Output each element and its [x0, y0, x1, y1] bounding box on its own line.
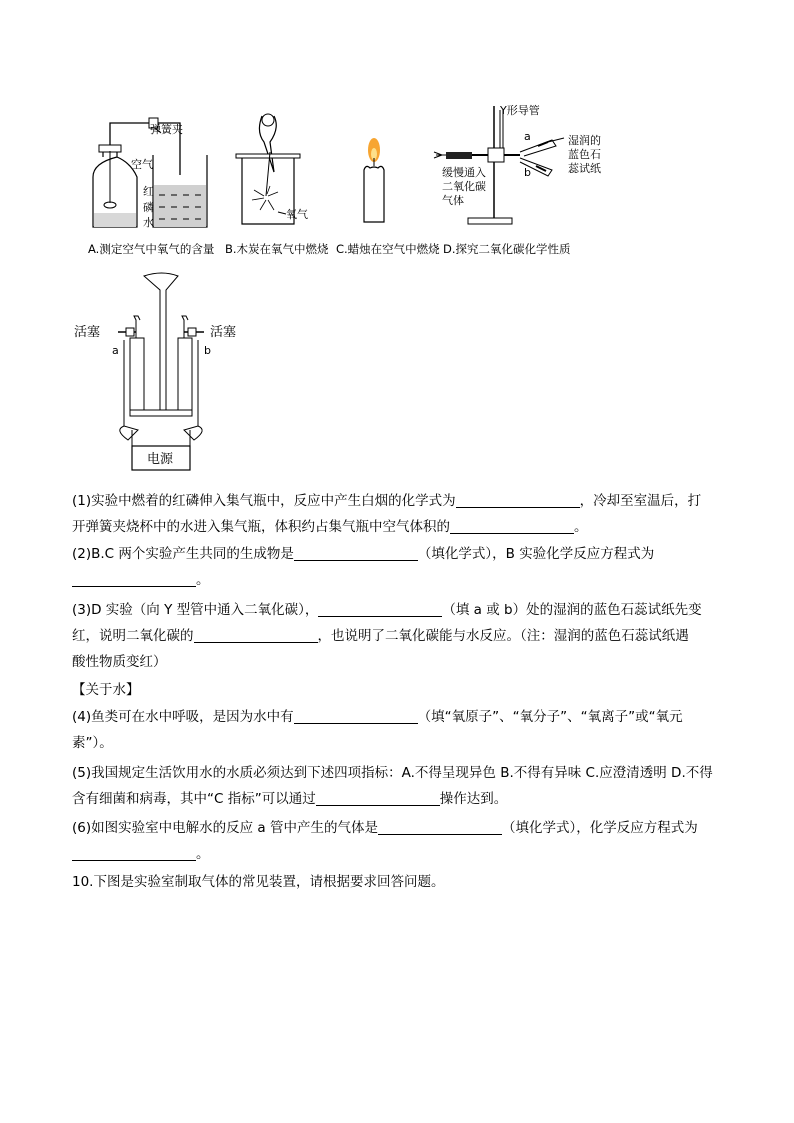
q6-blank-1[interactable]	[378, 818, 502, 835]
q3-blank-2[interactable]	[194, 626, 318, 643]
q3-blank-1[interactable]	[318, 600, 442, 617]
label-power: 电源	[147, 452, 174, 467]
label-right-stopcock: 活塞	[210, 325, 237, 340]
q3-text-b: （填 a 或 b）处的湿润的蓝色石蕊试纸先变	[442, 602, 702, 618]
label-tube-b: b	[204, 344, 211, 357]
q2-blank-2[interactable]	[72, 570, 196, 587]
figure-c-diagram	[356, 130, 396, 230]
figure-a-diagram	[85, 115, 220, 240]
q1-blank-1[interactable]	[456, 491, 580, 508]
q6-blank-2[interactable]	[72, 844, 196, 861]
q2-text-b: （填化学式），B 实验化学反应方程式为	[417, 546, 655, 562]
q3-text-a: (3)D 实验（向 Y 型管中通入二氧化碳），	[72, 602, 319, 618]
label-oxygen-b: 氧气	[286, 208, 308, 221]
question-10: 10.下图是实验室制取气体的常见装置，请根据要求回答问题。	[72, 874, 445, 890]
q6-text-c: 。	[196, 846, 210, 862]
question-3	[72, 597, 732, 675]
label-tube-a: a	[112, 344, 119, 357]
question-4	[72, 704, 732, 756]
label-gas-3: 气体	[442, 194, 464, 207]
label-d-b: b	[524, 166, 531, 179]
q2-blank-1[interactable]	[294, 544, 418, 561]
label-ytube: Y形导管	[500, 104, 540, 117]
caption-a: A.测定空气中氧气的含量	[88, 242, 215, 256]
label-d-a: a	[524, 130, 531, 143]
caption-b: B.木炭在氧气中燃烧	[225, 242, 329, 256]
label-air: 空气	[131, 158, 153, 171]
caption-c: C.蜡烛在空气中燃烧	[336, 242, 440, 256]
label-paper-2: 蓝色石	[568, 148, 601, 161]
q2-text-a: (2)B.C 两个实验产生共同的生成物是	[72, 546, 294, 562]
label-water: 水	[143, 216, 154, 229]
section-heading: 【关于水】	[72, 682, 140, 698]
figure-d-diagram	[432, 100, 612, 235]
q4-text-b: （填“氧原子”、“氧分子”、“氧离子”或“氧元	[417, 709, 683, 725]
label-paper-3: 蕊试纸	[568, 162, 601, 175]
electrolysis-diagram	[74, 270, 254, 475]
label-red: 红	[143, 185, 154, 198]
label-paper-1: 湿润的	[568, 134, 601, 147]
label-left-stopcock: 活塞	[74, 325, 101, 340]
question-5	[72, 760, 732, 812]
q1-text-d: 。	[574, 519, 588, 535]
q1-blank-2[interactable]	[450, 517, 574, 534]
label-clip: 弹簧夹	[150, 123, 183, 136]
q5-text-c: 操作达到。	[439, 791, 508, 807]
label-phosphorus: 磷	[143, 201, 154, 214]
q3-text-e: 酸性物质变红）	[72, 654, 167, 670]
q4-blank-1[interactable]	[294, 707, 418, 724]
q1-text-c: 开弹簧夹烧杯中的水进入集气瓶，体积约占集气瓶中空气体积的	[72, 519, 450, 535]
q4-text-c: 素”）。	[72, 735, 113, 751]
q3-text-c: 红，说明二氧化碳的	[72, 628, 194, 644]
question-1	[72, 488, 732, 540]
figure-b-diagram	[234, 112, 314, 237]
q1-text-a: (1)实验中燃着的红磷伸入集气瓶中，反应中产生白烟的化学式为	[72, 493, 456, 509]
question-6	[72, 815, 732, 867]
q4-text-a: (4)鱼类可在水中呼吸，是因为水中有	[72, 709, 294, 725]
q6-text-a: (6)如图实验室中电解水的反应 a 管中产生的气体是	[72, 820, 378, 836]
label-gas-2: 二氧化碳	[442, 180, 486, 193]
label-gas-1: 缓慢通入	[442, 166, 486, 179]
question-2	[72, 541, 732, 593]
q1-text-b: ，冷却至室温后，打	[579, 493, 702, 509]
q6-text-b: （填化学式），化学反应方程式为	[501, 820, 698, 836]
q5-text-b: 含有细菌和病毒，其中“C 指标”可以通过	[72, 791, 316, 807]
q3-text-d: ，也说明了二氧化碳能与水反应。（注：湿润的蓝色石蕊试纸遇	[317, 628, 689, 644]
q5-blank-1[interactable]	[316, 789, 440, 806]
caption-d: D.探究二氧化碳化学性质	[443, 242, 571, 256]
q5-text-a: (5)我国规定生活饮用水的水质必须达到下述四项指标：A.不得呈现异色 B.不得有异味 C.应澄清透明 D.不得	[72, 765, 713, 781]
q2-text-c: 。	[196, 572, 210, 588]
